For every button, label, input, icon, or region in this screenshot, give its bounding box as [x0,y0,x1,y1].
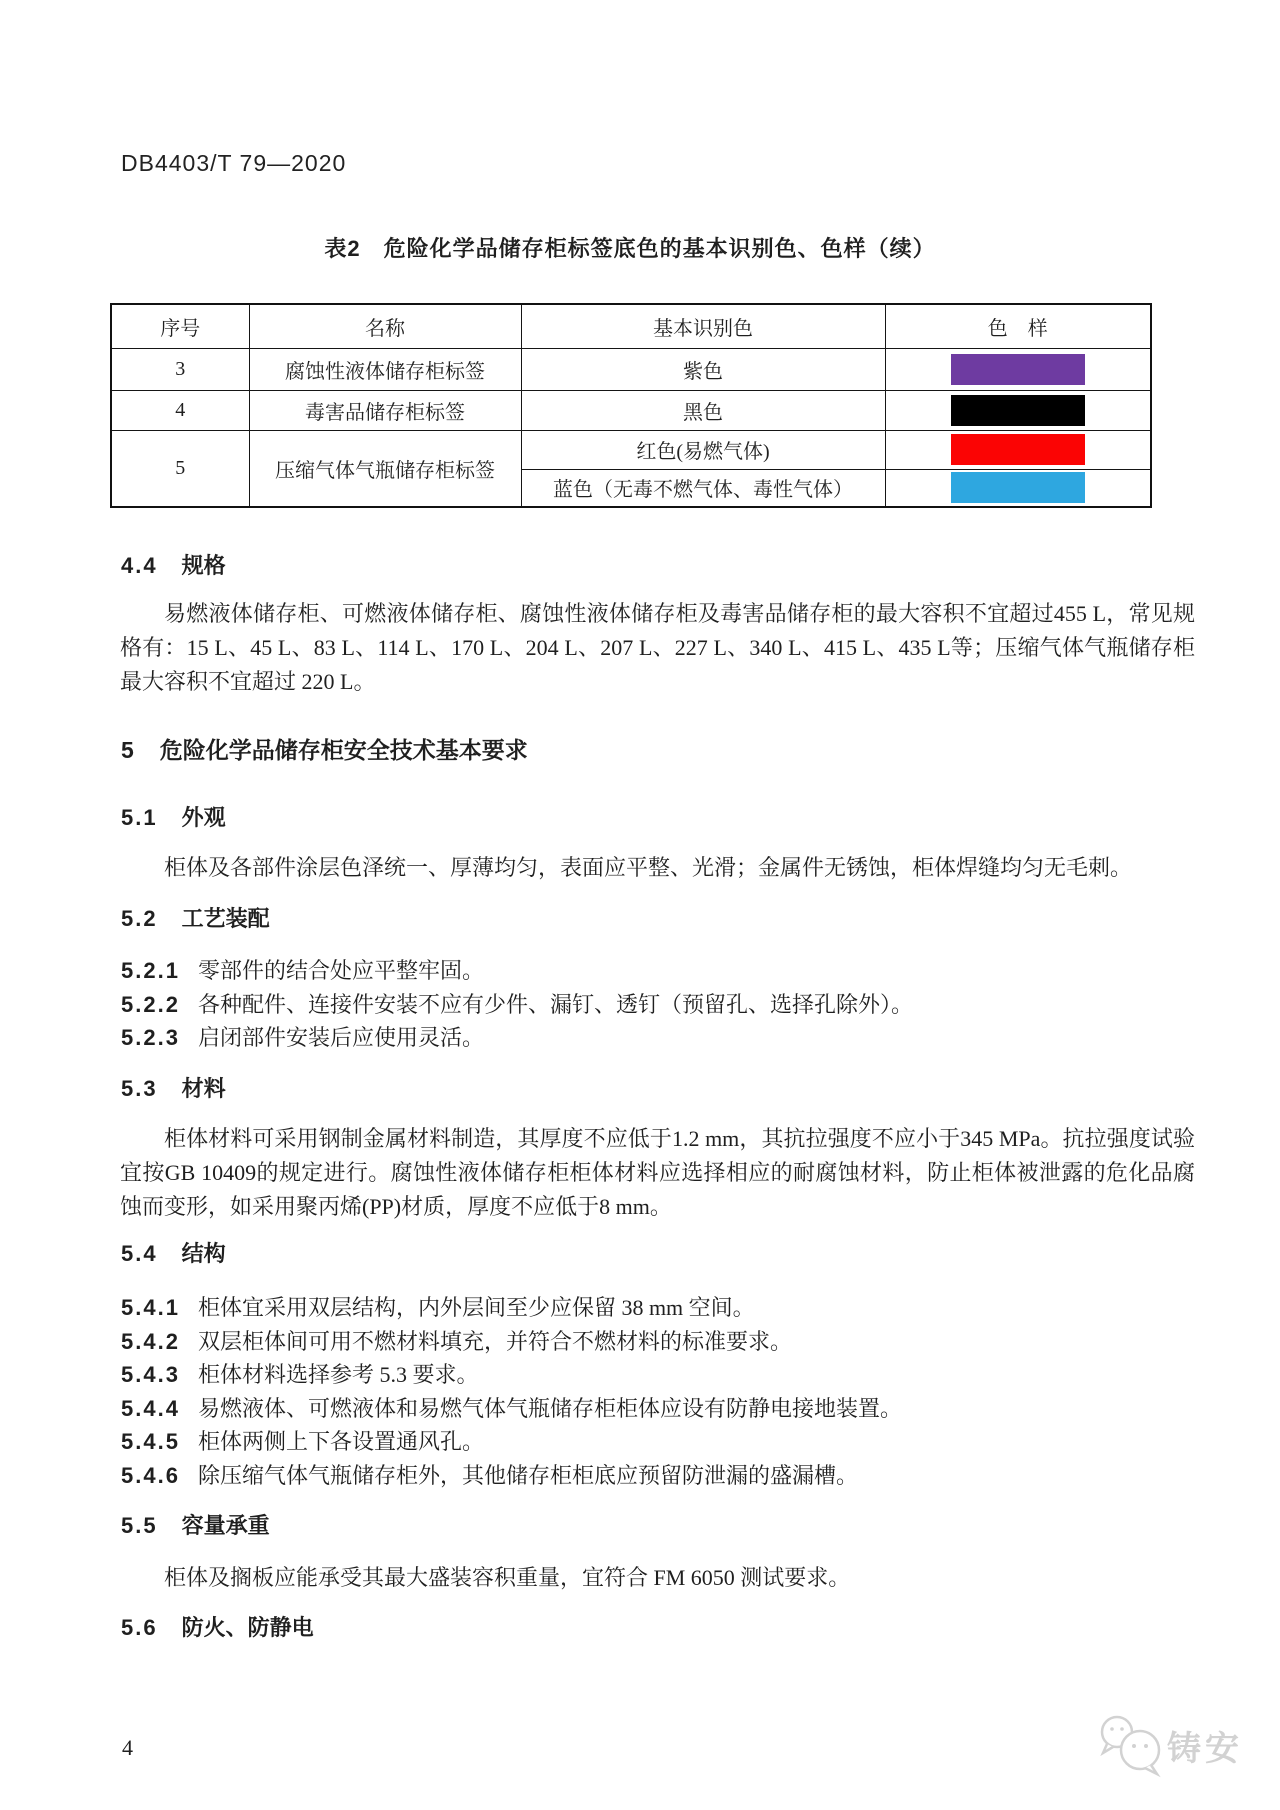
clause-number: 5.4.2 [121,1328,180,1354]
cell-swatch [885,390,1151,430]
clause-text: 柜体材料选择参考 5.3 要求。 [197,1362,479,1387]
clause-number: 5.4.3 [121,1362,180,1387]
heading-number: 5.6 [121,1615,158,1640]
cell-name: 腐蚀性液体储存柜标签 [249,348,521,390]
paragraph-5-3: 柜体材料可采用钢制金属材料制造，其厚度不应低于1.2 mm，其抗拉强度不应小于345 MPa。抗拉强度试验宜按GB 10409的规定进行。腐蚀性液体储存柜柜体材料应选择相应的耐腐蚀材料，防止柜体被泄露的危化品腐蚀而变形，如采用聚丙烯(PP)材质，厚度不应低于8 mm。 [120,1126,1195,1219]
chat-bubbles-icon [1095,1712,1167,1778]
clause-text: 柜体宜采用双层结构，内外层间至少应保留 38 mm 空间。 [197,1295,755,1320]
clause-text: 启闭部件安装后应使用灵活。 [197,1025,484,1050]
col-header-seq: 序号 [111,304,249,348]
paragraph-5-1: 柜体及各部件涂层色泽统一、厚薄均匀，表面应平整、光滑；金属件无锈蚀，柜体焊缝均匀无毛刺。 [164,855,1133,880]
watermark-text: 铸安 [1167,1729,1243,1768]
clause-number: 5.2.1 [121,958,180,983]
clause-number: 5.4.4 [121,1395,180,1421]
heading-number: 5.4 [121,1241,158,1266]
clause-5-4-5 [121,1425,1201,1459]
heading-title: 容量承重 [181,1513,270,1538]
heading-number: 5 [121,737,136,763]
col-header-name: 名称 [249,304,521,348]
color-swatch-purple [951,354,1085,385]
color-swatch-red [951,434,1085,465]
watermark [1095,1712,1243,1778]
clause-5-2-2 [121,988,1201,1022]
clause-list-5-4 [121,1291,1201,1492]
table-row [111,390,1151,430]
heading-title: 防火、防静电 [181,1615,314,1640]
heading-5-2 [121,904,1201,934]
clause-number: 5.4.1 [121,1295,180,1320]
clause-5-4-4 [121,1392,1201,1426]
heading-title: 结构 [181,1241,226,1266]
cell-name: 毒害品储存柜标签 [249,390,521,430]
heading-number: 5.5 [121,1513,158,1538]
heading-4-4 [121,551,1201,581]
clause-5-4-3 [121,1358,1201,1392]
clause-text: 柜体两侧上下各设置通风孔。 [197,1429,484,1454]
color-table [110,303,1152,508]
heading-title: 工艺装配 [181,906,270,931]
heading-5-4 [121,1239,1201,1269]
color-swatch-blue [951,472,1085,503]
clause-5-2-1 [121,954,1201,988]
col-header-sample: 色 样 [885,304,1151,348]
cell-seq: 3 [111,348,249,390]
clause-5-2-3 [121,1021,1201,1055]
page-number: 4 [122,1735,133,1760]
doc-code: DB4403/T 79—2020 [121,150,347,176]
clause-text: 零部件的结合处应平整牢固。 [197,958,484,983]
clause-number: 5.2.3 [121,1025,180,1050]
clause-text: 各种配件、连接件安装不应有少件、漏钉、透钉（预留孔、选择孔除外）。 [197,991,913,1017]
heading-number: 5.1 [121,805,158,830]
heading-5-1 [121,803,1201,833]
cell-seq: 4 [111,390,249,430]
clause-number: 5.4.6 [121,1462,180,1488]
heading-5-6 [121,1613,1201,1643]
cell-color-label: 蓝色（无毒不燃气体、毒性气体） [521,469,885,507]
table-header-row [111,304,1151,348]
table-title: 表2 危险化学品储存柜标签底色的基本识别色、色样（续） [324,236,936,261]
color-swatch-black [951,395,1085,426]
heading-number: 5.2 [121,906,158,931]
heading-5 [121,735,1201,765]
clause-text: 除压缩气体气瓶储存柜外，其他储存柜柜底应预留防泄漏的盛漏槽。 [197,1462,858,1488]
clause-5-4-1 [121,1291,1201,1325]
heading-5-5 [121,1511,1201,1541]
cell-swatch [885,348,1151,390]
heading-title: 材料 [181,1076,226,1101]
heading-title: 规格 [181,553,226,578]
heading-number: 4.4 [121,553,158,578]
cell-color-label: 红色(易燃气体) [521,430,885,469]
cell-swatch [885,469,1151,507]
clause-5-4-6 [121,1459,1201,1493]
col-header-color: 基本识别色 [521,304,885,348]
clause-text: 双层柜体间可用不燃材料填充，并符合不燃材料的标准要求。 [197,1328,792,1354]
heading-title: 外观 [181,805,226,830]
table-row [111,430,1151,469]
clause-5-4-2 [121,1325,1201,1359]
paragraph-5-5: 柜体及搁板应能承受其最大盛装容积重量，宜符合 FM 6050 测试要求。 [164,1565,851,1590]
cell-color-label: 紫色 [521,348,885,390]
heading-5-3 [121,1074,1201,1104]
paragraph-4-4: 易燃液体储存柜、可燃液体储存柜、腐蚀性液体储存柜及毒害品储存柜的最大容积不宜超过455 L，常见规格有：15 L、45 L、83 L、114 L、170 L、204 L、207 L、227 L、340 L、415 L、435 L等；压缩气体气瓶储存柜最大容积不宜超过 220 L。 [120,601,1195,694]
cell-seq: 5 [111,430,249,507]
heading-number: 5.3 [121,1076,158,1101]
clause-number: 5.2.2 [121,991,180,1017]
clause-text: 易燃液体、可燃液体和易燃气体气瓶储存柜柜体应设有防静电接地装置。 [197,1395,902,1421]
clause-list-5-2 [121,954,1201,1055]
table-row [111,348,1151,390]
cell-color-label: 黑色 [521,390,885,430]
cell-name: 压缩气体气瓶储存柜标签 [249,430,521,507]
heading-title: 危险化学品储存柜安全技术基本要求 [159,737,528,763]
cell-swatch [885,430,1151,469]
clause-number: 5.4.5 [121,1429,180,1454]
